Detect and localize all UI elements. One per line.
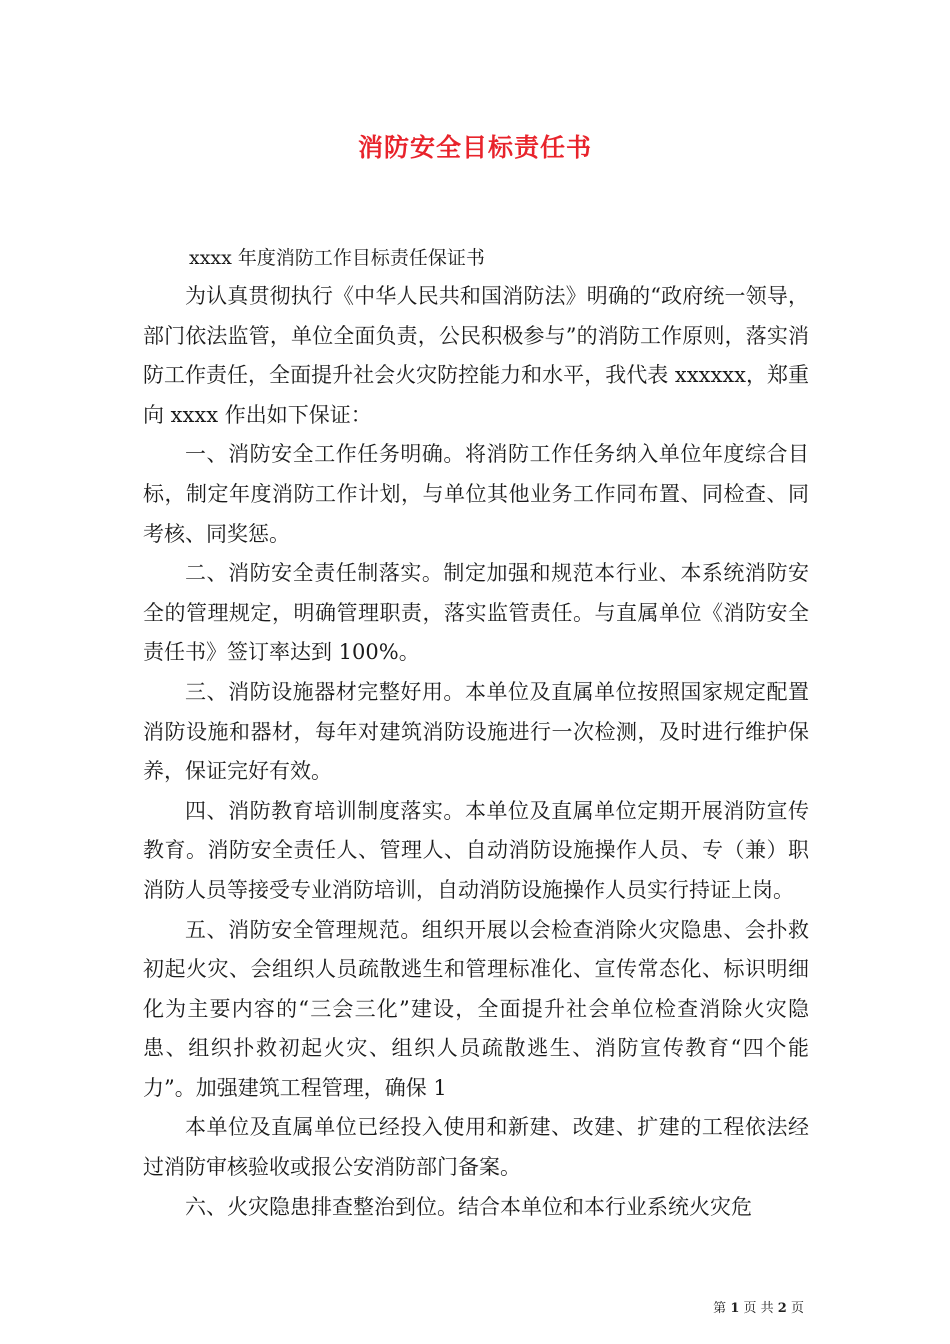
document-title: 消防安全目标责任书 xyxy=(357,133,592,162)
paragraph-item-1: 一、消防安全工作任务明确。将消防工作任务纳入单位年度综合目标，制定年度消防工作计划，与单位其他业务工作同布置、同检查、同考核、同奖惩。 xyxy=(143,442,809,546)
paragraph-intro: 为认真贯彻执行《中华人民共和国消防法》明确的“政府统一领导，部门依法监管，单位全面负责，公民积极参与”的消防工作原则，落实消防工作责任，全面提升社会火灾防控能力和水平，我代表 xxxxxx，郑重向 xxxx 作出如下保证： xyxy=(143,284,809,427)
total-page-number: 2 xyxy=(777,1301,787,1316)
document-subtitle: xxxx 年度消防工作目标责任保证书 xyxy=(189,247,485,269)
page-suffix: 页 xyxy=(790,1301,804,1316)
page-prefix: 第 xyxy=(713,1301,727,1316)
paragraph-item-5: 五、消防安全管理规范。组织开展以会检查消除火灾隐患、会扑救初起火灾、会组织人员疏散逃生和管理标准化、宣传常态化、标识明细化为主要内容的“三会三化”建设，全面提升社会单位检查消除火灾隐患、组织扑救初起火灾、组织人员疏散逃生、消防宣传教育“四个能力”。加强建筑工程管理，确保 1 xyxy=(143,917,809,1100)
paragraph-item-5-continued: 本单位及直属单位已经投入使用和新建、改建、扩建的工程依法经过消防审核验收或报公安消防部门备案。 xyxy=(143,1115,809,1180)
document-body xyxy=(143,239,809,1227)
current-page-number: 1 xyxy=(730,1301,740,1316)
paragraph-item-4: 四、消防教育培训制度落实。本单位及直属单位定期开展消防宣传教育。消防安全责任人、管理人、自动消防设施操作人员、专（兼）职消防人员等接受专业消防培训，自动消防设施操作人员实行持证上岗。 xyxy=(143,798,809,902)
page-middle: 页 共 xyxy=(743,1301,774,1316)
paragraph-item-2: 二、消防安全责任制落实。制定加强和规范本行业、本系统消防安全的管理规定，明确管理职责，落实监管责任。与直属单位《消防安全责任书》签订率达到 100%。 xyxy=(143,561,809,665)
page-number-footer xyxy=(713,1300,804,1318)
paragraph-item-3: 三、消防设施器材完整好用。本单位及直属单位按照国家规定配置消防设施和器材，每年对建筑消防设施进行一次检测，及时进行维护保养，保证完好有效。 xyxy=(143,679,809,784)
paragraph-item-6: 六、火灾隐患排查整治到位。结合本单位和本行业系统火灾危 xyxy=(185,1194,752,1219)
